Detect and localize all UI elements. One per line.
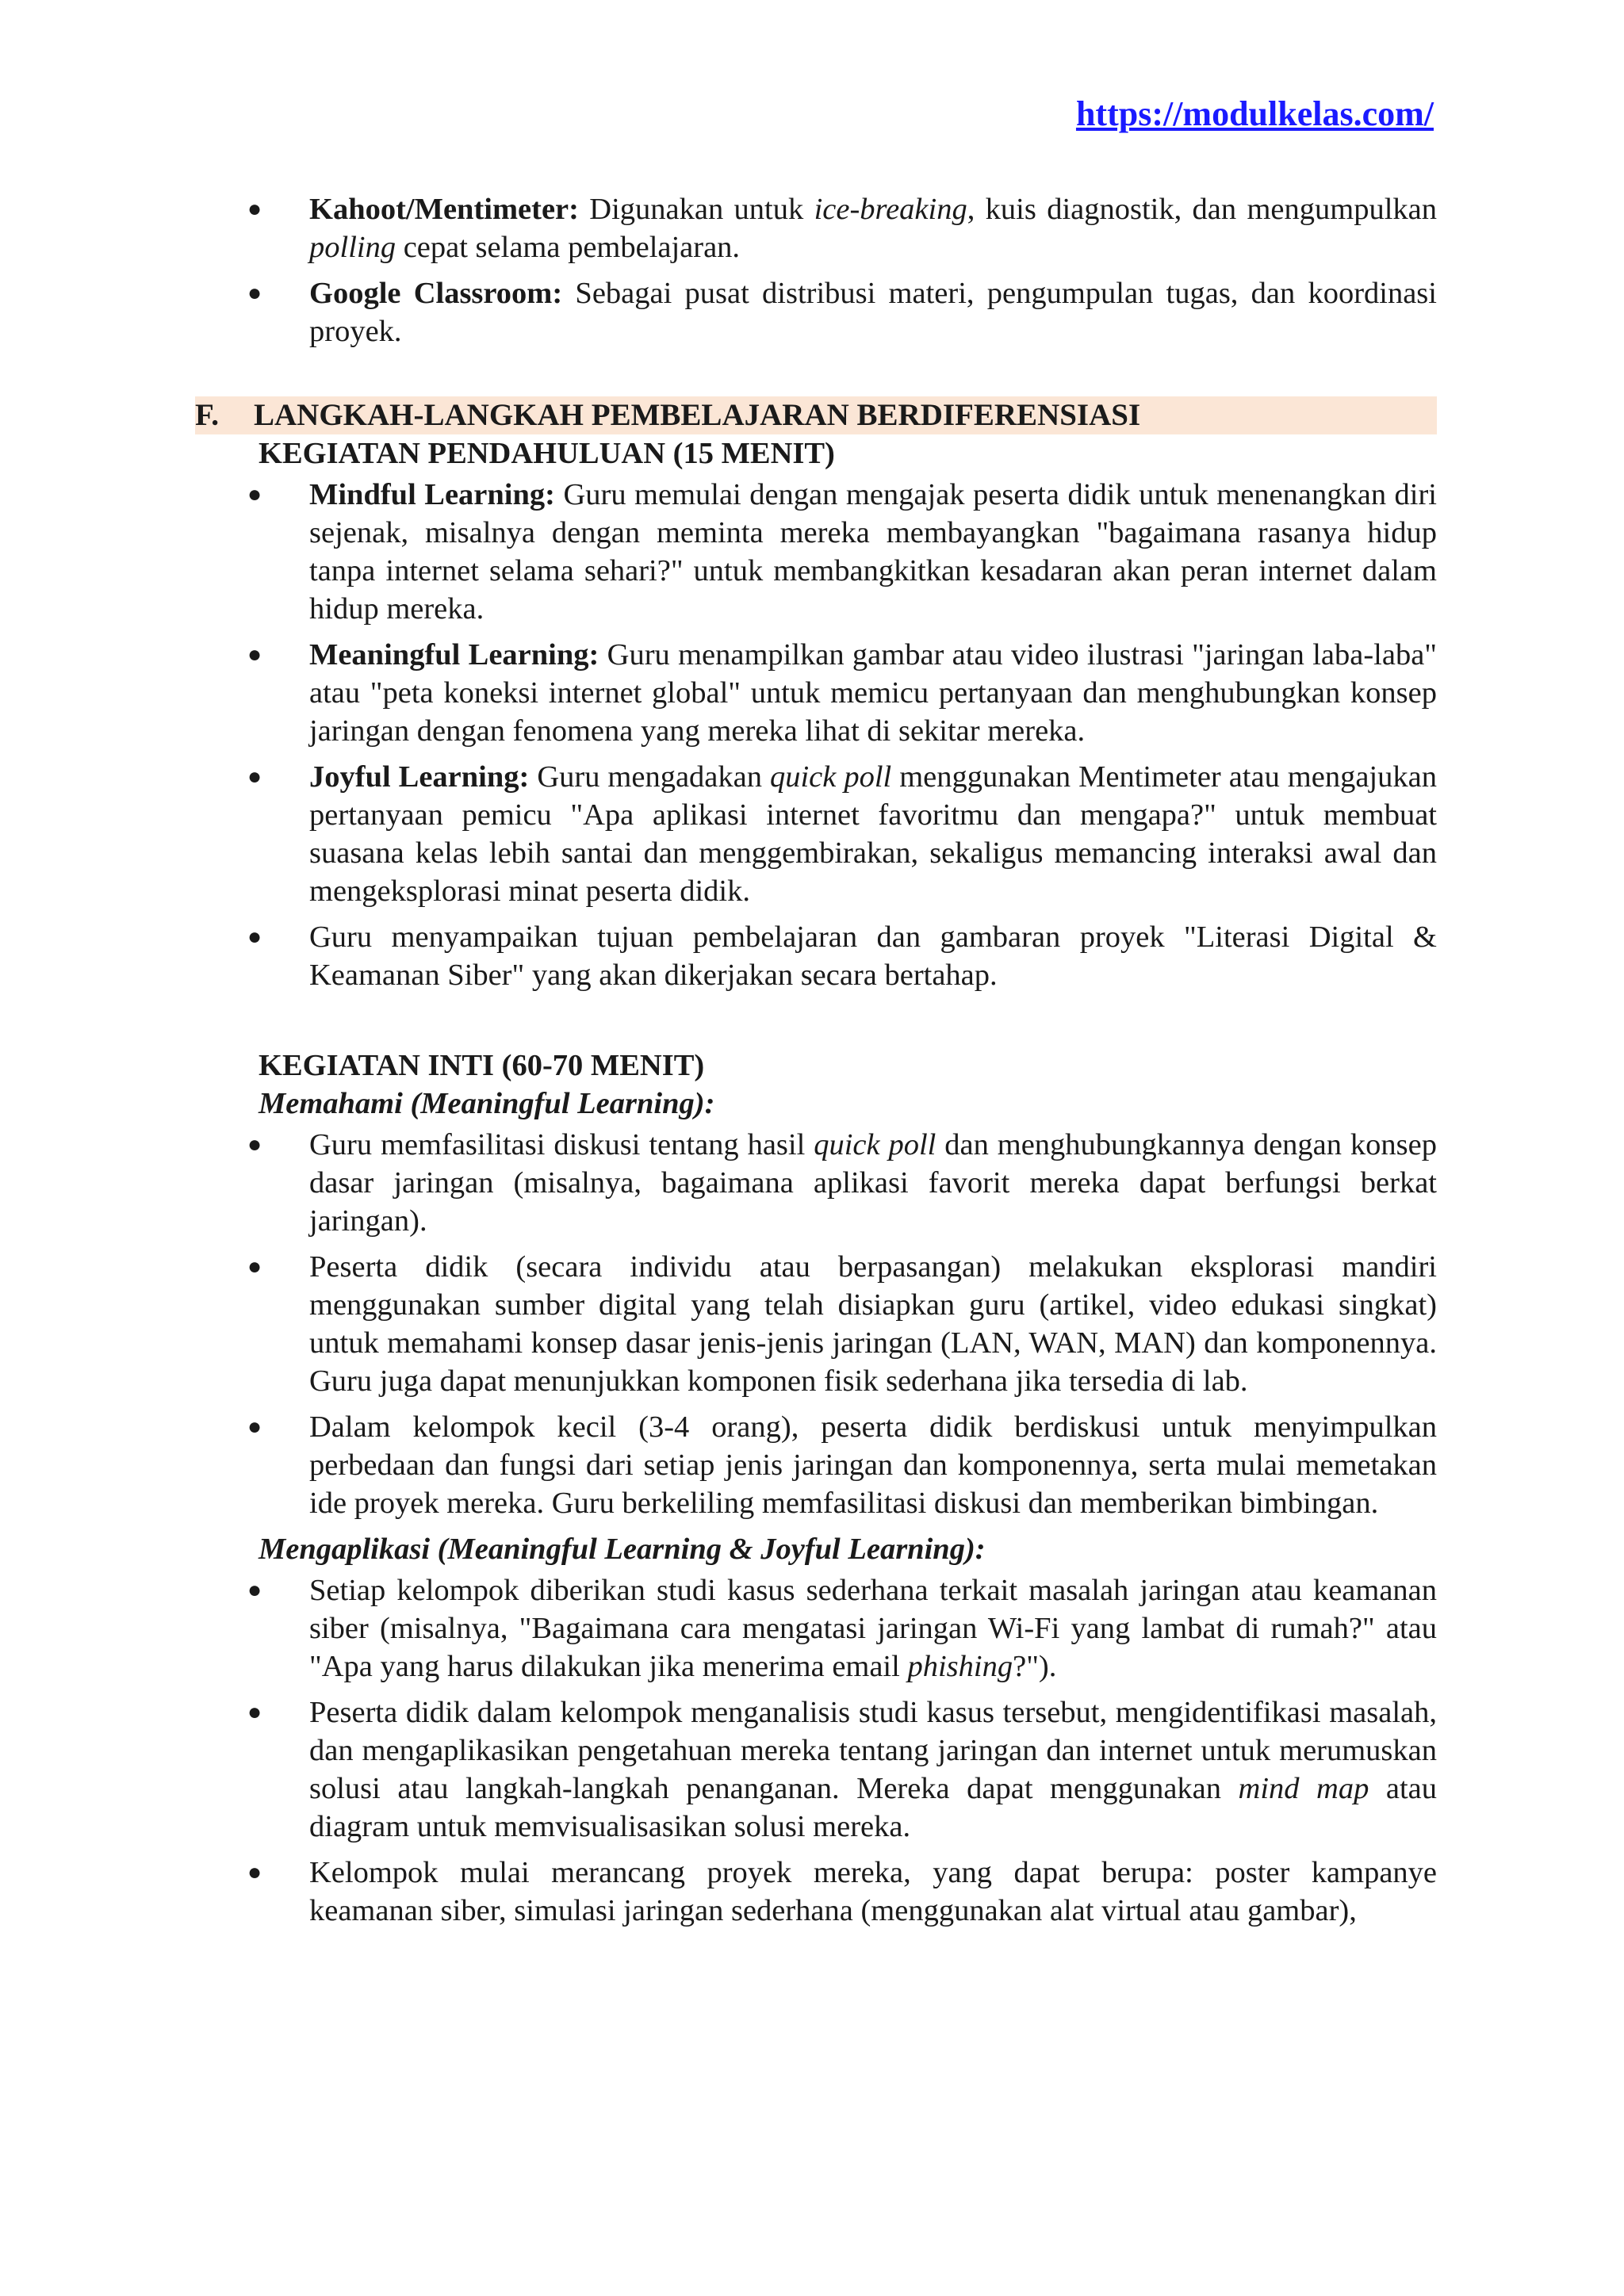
list-item: ● Setiap kelompok diberikan studi kasus sederhana terkait masalah jaringan atau keamanan siber (misalnya, "Bagaimana cara mengatasi jaringan Wi-Fi yang lambat di rumah?" atau "Apa yang harus dilakukan jika menerima email phishing?"). [309,1571,1437,1686]
bullet-icon: ● [247,1414,262,1440]
list-item: ● Peserta didik (secara individu atau berpasangan) melakukan eksplorasi mandiri menggunakan sumber digital yang telah disiapkan guru (artikel, video edukasi singkat) untuk memahami konsep dasar jenis-jenis jaringan (LAN, WAN, MAN) dan komponennya. Guru juga dapat menunjukkan komponen fisik sederhana jika tersedia di lab. [309,1248,1437,1400]
list-item: ● Kahoot/Mentimeter: Digunakan untuk ice-breaking, kuis diagnostik, dan mengumpulkan polling cepat selama pembelajaran. [309,190,1437,266]
bullet-icon: ● [247,1859,262,1885]
subheading-pendahuluan: KEGIATAN PENDAHULUAN (15 MENIT) [259,437,835,470]
list-item: ● Joyful Learning: Guru mengadakan quick poll menggunakan Mentimeter atau mengajukan pertanyaan pemicu "Apa aplikasi internet favoritmu dan mengapa?" untuk membuat suasana kelas lebih santai dan menggembirakan, sekaligus memancing interaksi awal dan mengeksplorasi minat peserta didik. [309,758,1437,910]
bullet-icon: ● [247,763,262,790]
mengaplikasi-list [195,1571,1437,1930]
bullet-icon: ● [247,280,262,306]
bullet-icon: ● [247,1131,262,1158]
content-body [195,190,1437,1938]
section-number: F. [195,398,219,432]
list-item: ● Dalam kelompok kecil (3-4 orang), peserta didik berdiskusi untuk menyimpulkan perbedaan dan fungsi dari setiap jenis jaringan dan komponennya, serta mulai memetakan ide proyek mereka. Guru berkeliling memfasilitasi diskusi dan memberikan bimbingan. [309,1408,1437,1522]
subheading-inti: KEGIATAN INTI (60-70 MENIT) [259,1049,705,1082]
bullet-icon: ● [247,1577,262,1603]
site-url-link[interactable]: https://modulkelas.com/ [1075,94,1434,133]
list-item: ● Kelompok mulai merancang proyek mereka, yang dapat berupa: poster kampanye keamanan siber, simulasi jaringan sederhana (menggunakan alat virtual atau gambar), [309,1854,1437,1930]
bullet-icon: ● [247,481,262,507]
subheading-memahami: Memahami (Meaningful Learning): [259,1087,715,1120]
subheading-mengaplikasi: Mengaplikasi (Meaningful Learning & Joyful Learning): [259,1533,986,1566]
pendahuluan-list [195,476,1437,994]
bullet-icon: ● [247,196,262,222]
bullet-icon: ● [247,1699,262,1725]
list-item: ● Guru memfasilitasi diskusi tentang hasil quick poll dan menghubungkannya dengan konsep dasar jaringan (misalnya, bagaimana aplikasi favorit mereka dapat berfungsi berkat jaringan). [309,1126,1437,1240]
section-title: LANGKAH-LANGKAH PEMBELAJARAN BERDIFERENSIASI [254,398,1141,432]
list-item: ● Peserta didik dalam kelompok menganalisis studi kasus tersebut, mengidentifikasi masalah, dan mengaplikasikan pengetahuan mereka tentang jaringan dan internet untuk merumuskan solusi atau langkah-langkah penanganan. Mereka dapat menggunakan mind map atau diagram untuk memvisualisasikan solusi mereka. [309,1693,1437,1846]
list-item: ● Google Classroom: Sebagai pusat distribusi materi, pengumpulan tugas, dan koordinasi proyek. [309,274,1437,350]
tools-list [195,190,1437,350]
section-heading [195,396,1437,434]
bullet-icon: ● [247,1253,262,1280]
list-item: ● Meaningful Learning: Guru menampilkan gambar atau video ilustrasi "jaringan laba-laba" atau "peta koneksi internet global" untuk memicu pertanyaan dan menghubungkan konsep jaringan dengan fenomena yang mereka lihat di sekitar mereka. [309,636,1437,750]
list-item: ● Guru menyampaikan tujuan pembelajaran dan gambaran proyek "Literasi Digital & Keamanan Siber" yang akan dikerjakan secara bertahap. [309,918,1437,994]
bullet-icon: ● [247,924,262,950]
list-item: ● Mindful Learning: Guru memulai dengan mengajak peserta didik untuk menenangkan diri sejenak, misalnya dengan meminta mereka membayangkan "bagaimana rasanya hidup tanpa internet selama sehari?" untuk membangkitkan kesadaran akan peran internet dalam hidup mereka. [309,476,1437,628]
bullet-icon: ● [247,641,262,668]
memahami-list [195,1126,1437,1522]
